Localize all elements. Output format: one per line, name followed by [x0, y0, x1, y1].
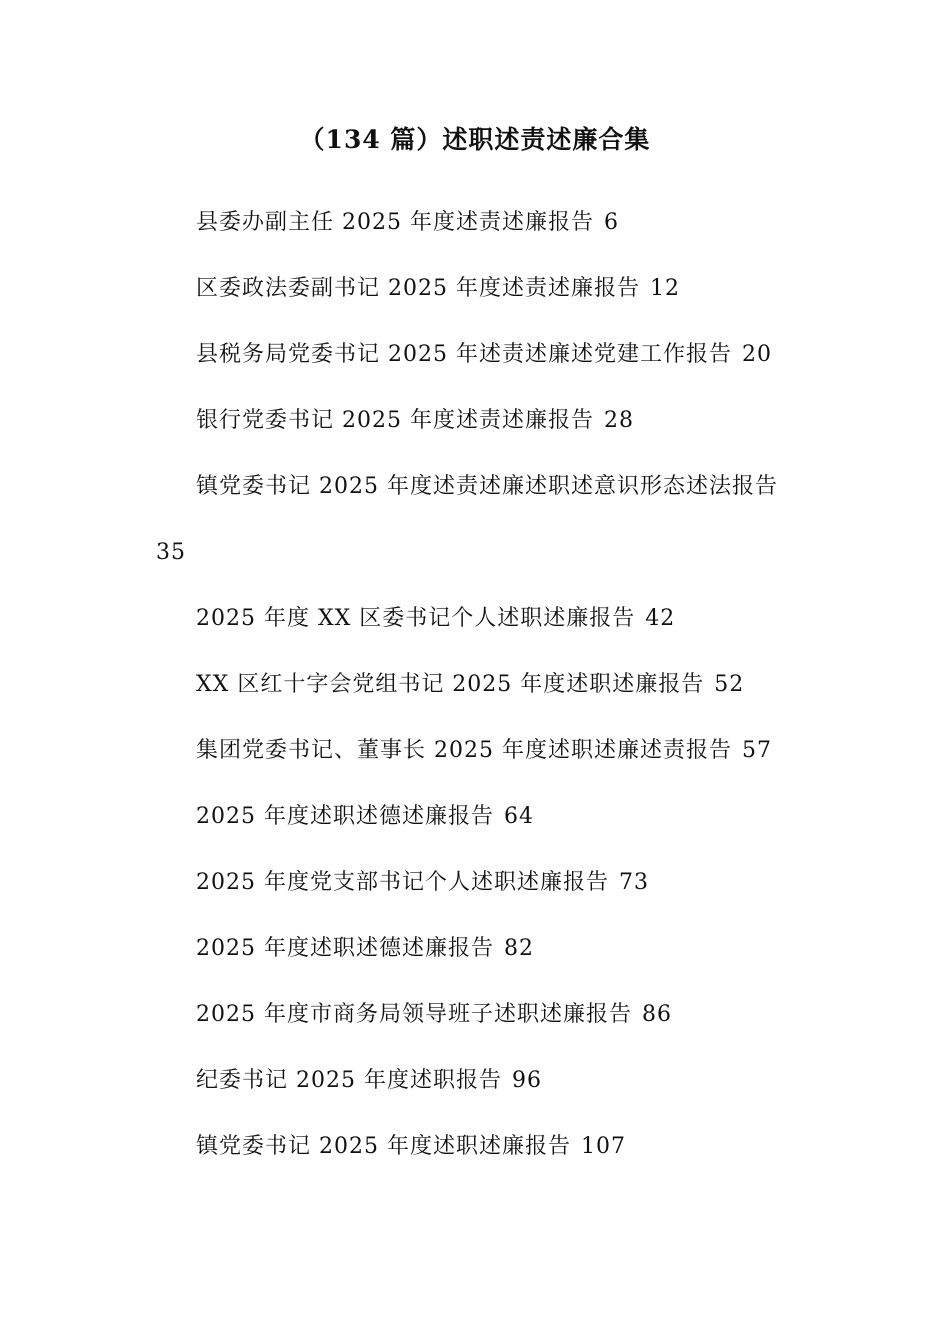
toc-entry-page: 42: [645, 606, 676, 631]
toc-entry-text: 2025 年度市商务局领导班子述职述廉报告: [196, 1002, 632, 1027]
toc-entry[interactable]: [146, 322, 810, 388]
toc-entry-text: 区委政法委副书记 2025 年度述责述廉报告: [196, 276, 640, 301]
toc-entry-page: 73: [618, 870, 649, 895]
toc-entry-page: 35: [156, 540, 186, 565]
toc-entry[interactable]: [146, 652, 810, 718]
document-title: （134 篇）述职述责述廉合集: [299, 125, 651, 154]
toc-entry-page: 57: [741, 738, 772, 763]
toc-entry-text: 县委办副主任 2025 年度述责述廉报告: [196, 210, 594, 235]
toc-entry-page: 6: [603, 210, 619, 235]
toc-entry-page: 20: [741, 342, 772, 367]
toc-entry-text: 纪委书记 2025 年度述职报告: [196, 1068, 502, 1093]
toc-entry-page: 28: [603, 408, 634, 433]
toc-entry[interactable]: [146, 256, 810, 322]
toc-entry[interactable]: [146, 982, 810, 1048]
toc-entry[interactable]: [146, 190, 810, 256]
toc-entry-page: 82: [503, 936, 534, 961]
toc-entry-text: 2025 年度述职述德述廉报告: [196, 804, 494, 829]
toc-entry-page: 52: [714, 672, 745, 697]
toc-entry[interactable]: [146, 850, 810, 916]
toc-entry[interactable]: [146, 454, 810, 586]
toc-entry-text: 镇党委书记 2025 年度述责述廉述职述意识形态述法报告: [196, 474, 778, 499]
toc-entry[interactable]: [146, 1114, 810, 1180]
toc-entry-text: XX 区红十字会党组书记 2025 年度述职述廉报告: [196, 672, 705, 697]
toc-entry-text: 县税务局党委书记 2025 年述责述廉述党建工作报告: [196, 342, 732, 367]
toc-entry-text: 2025 年度 XX 区委书记个人述职述廉报告: [196, 606, 636, 631]
toc-entry-page: 86: [641, 1002, 672, 1027]
toc-entry-page: 96: [511, 1068, 542, 1093]
toc-entry-text: 集团党委书记、董事长 2025 年度述职述廉述责报告: [196, 738, 732, 763]
table-of-contents: [146, 190, 810, 1180]
toc-entry[interactable]: [146, 916, 810, 982]
toc-entry[interactable]: [146, 586, 810, 652]
toc-entry-page: 64: [503, 804, 534, 829]
toc-entry[interactable]: [146, 1048, 810, 1114]
toc-entry-text: 银行党委书记 2025 年度述责述廉报告: [196, 408, 594, 433]
toc-entry[interactable]: [146, 784, 810, 850]
toc-entry-page: 12: [649, 276, 680, 301]
toc-entry-text: 2025 年度述职述德述廉报告: [196, 936, 494, 961]
toc-entry-text: 2025 年度党支部书记个人述职述廉报告: [196, 870, 609, 895]
toc-entry[interactable]: [146, 388, 810, 454]
toc-entry[interactable]: [146, 718, 810, 784]
toc-entry-text: 镇党委书记 2025 年度述职述廉报告: [196, 1134, 571, 1159]
toc-entry-page: 107: [580, 1134, 626, 1159]
